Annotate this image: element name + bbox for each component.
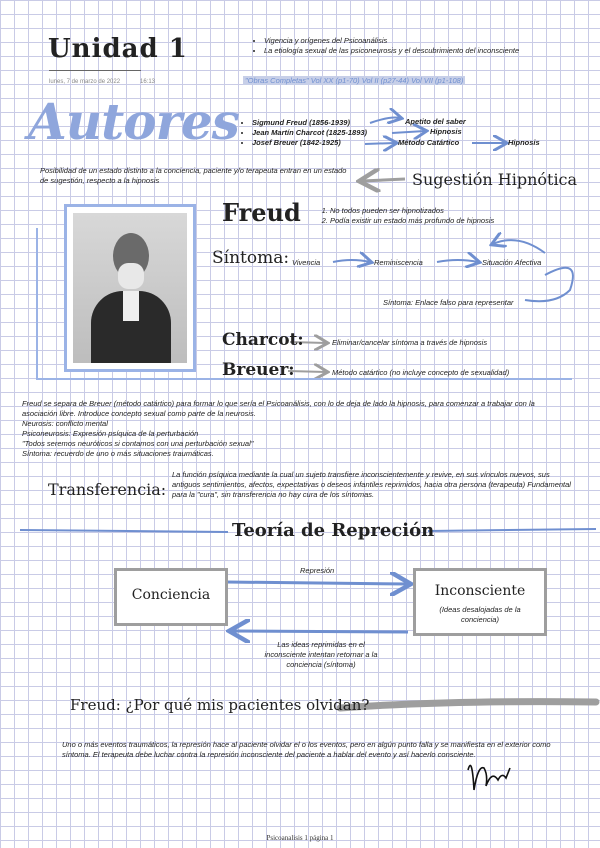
arrow-loop-up — [493, 240, 545, 253]
sintoma-definicion: Síntoma: Enlace falso para representar — [383, 298, 514, 307]
freud-portrait — [73, 213, 187, 363]
breuer-text: Método catártico (no incluye concepto de sexualidad) — [332, 368, 510, 377]
topics-list — [252, 36, 564, 56]
arrow-vivencia-reminiscencia — [333, 260, 370, 262]
flow-situacion: Situación Afectiva — [482, 258, 542, 267]
autor-item: • Jean Martín Charcot (1825-1893) — [252, 128, 462, 138]
topic-item: • Vigencia y orígenes del Psicoanálisis — [264, 36, 564, 46]
concept-saber: Apetito del saber — [405, 117, 466, 126]
freud-title: Freud — [222, 198, 301, 227]
transferencia-text: La función psíquica mediante la cual un sujeto transfiere inconscientemente y revive, en sus vínculos nuevos, sus antiguos sentimientos, afectos, expectativas o deseos infantiles reprimidos, hacia otra persona (terapeuta) Fundamental para la "cura", sin transferencia no hay cura de los síntomas. — [172, 470, 571, 499]
sugestion-text: Posibilidad de un estado distinto a la conciencia, paciente y/o terapeuta entran en un estado de sugestión, respecto a la hipnosis — [40, 166, 347, 185]
arrow-sugestion — [362, 179, 405, 181]
title-underline — [49, 70, 141, 71]
autor-item: • Sigmund Freud (1856-1939) — [252, 118, 462, 128]
page-date: lunes, 7 de marzo de 2022 — [49, 79, 121, 85]
olvido-underline — [340, 702, 596, 708]
flow-vivencia: Vivencia — [292, 258, 321, 267]
olvido-question: Freud: ¿Por qué mis pacientes olvidan? — [70, 696, 370, 714]
concept-metodo: Método Catártico — [398, 138, 460, 147]
flow-reminiscencia: Reminiscencia — [374, 258, 423, 267]
freud-section-bottom — [36, 378, 572, 380]
inconsciente-sub: (Ideas desalojadas de la conciencia) — [439, 605, 521, 624]
page-footer: Psicoanalisis 1 página 1 — [266, 834, 334, 842]
inconsciente-label: Inconsciente — [434, 583, 526, 599]
note-line: "Todos seremos neuróticos si contamos con una perturbación sexual" — [22, 439, 254, 448]
arrow-reminiscencia-situacion — [437, 260, 478, 262]
transferencia-title: Transferencia: — [48, 480, 167, 499]
topic-item: • La etiología sexual de las psiconeurosis y el descubrimiento del inconsciente — [264, 46, 564, 56]
note-line: Psiconeurosis: Expresión psíquica de la perturbación — [22, 429, 199, 438]
loop-arrow — [525, 268, 573, 302]
represion-title: Teoría de Repreción — [232, 520, 435, 541]
represion-arrow-label: Represión — [300, 566, 335, 575]
page-title: Unidad 1 — [48, 34, 188, 64]
conciencia-label: Conciencia — [131, 587, 211, 603]
note-line: Neurosis: conflicto mental — [22, 419, 108, 428]
autor-item: • Josef Breuer (1842-1925) — [252, 138, 462, 148]
freud-points — [316, 206, 590, 226]
charcot-title: Charcot: — [222, 330, 304, 350]
concept-hipnosis-2: Hipnosis — [508, 138, 540, 147]
teoria-line-left — [20, 530, 228, 532]
freud-point: 1. No todos pueden ser hipnotizados — [330, 206, 590, 216]
note-line: Síntoma: recuerdo de uno o más situaciones traumáticas. — [22, 449, 214, 458]
references — [243, 76, 465, 86]
concept-hipnosis: Hipnosis — [430, 127, 462, 136]
autores-title: Autores — [28, 92, 239, 151]
retorno-text: Las ideas reprimidas en el inconsciente intentan retornar a la conciencia (síntoma) — [264, 640, 378, 669]
charcot-text: Eliminar/cancelar síntoma a través de hipnosis — [332, 338, 488, 347]
signature — [468, 766, 510, 791]
references-text: "Obras Completas" Vol XX (p1-70) Vol II (p27-44) Vol VII (p1-108) — [245, 76, 464, 85]
sintoma-title: Síntoma: — [212, 248, 290, 268]
freud-section-left — [36, 228, 38, 378]
freud-point: 2. Podía existir un estado más profundo de hipnosis — [330, 216, 590, 226]
olvido-answer: Uno o más eventos traumáticos, la represión hace al paciente olvidar el o los eventos, pero en algún punto falla y se manifiesta en el exterior como síntoma. El terapeuta debe luchar contra la represión inconsciente del paciente a hablar del evento y así hacerlo consciente. — [62, 740, 551, 759]
sugestion-title: Sugestión Hipnótica — [412, 170, 578, 189]
conciencia-box — [114, 568, 228, 626]
note-line: Freud se separa de Breuer (método catártico) para formar lo que sería el Psicoanálisis, con lo de deja de lado la hipnosis, para comenzar a trabajar con la asociación libre. Introduce concepto sexual como parte de la neurosis. — [22, 399, 535, 418]
page-time: 16:13 — [140, 79, 156, 85]
arrow-retorno — [232, 631, 408, 632]
notes-block — [22, 399, 562, 459]
breuer-title: Breuer: — [222, 360, 295, 380]
freud-portrait-frame — [64, 204, 196, 372]
inconsciente-box — [413, 568, 547, 636]
arrow-represion — [226, 582, 408, 584]
teoria-line-right — [428, 529, 596, 531]
